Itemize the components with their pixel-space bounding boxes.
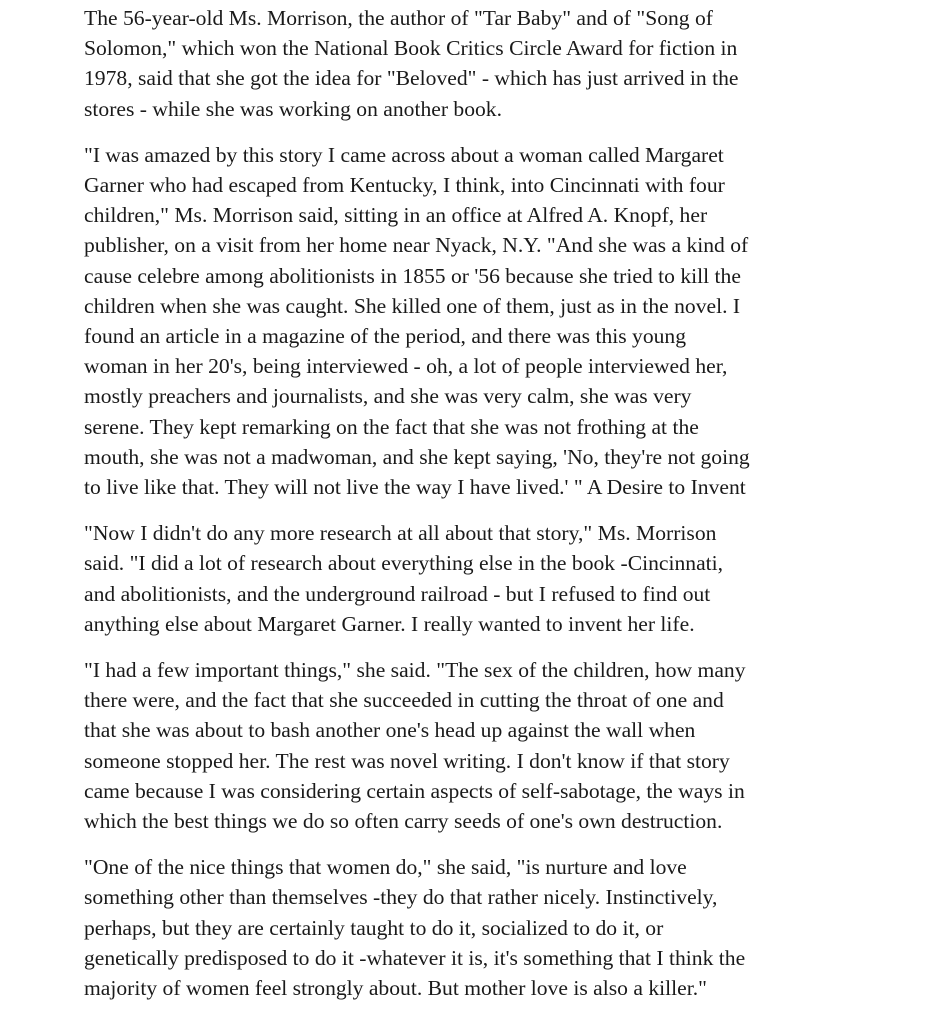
text-line: Garner who had escaped from Kentucky, I think, into Cincinnati with four — [84, 173, 725, 198]
text-line: 1978, said that she got the idea for "Beloved" - which has just arrived in the — [84, 66, 739, 91]
text-line: majority of women feel strongly about. But mother love is also a killer." — [84, 976, 707, 1001]
paragraph-3 — [84, 518, 884, 639]
paragraph-1 — [84, 3, 884, 124]
text-line: serene. They kept remarking on the fact that she was not frothing at the — [84, 414, 699, 439]
text-line: "I had a few important things," she said. "The sex of the children, how many — [84, 658, 746, 683]
text-line: mostly preachers and journalists, and she was very calm, she was very — [84, 384, 692, 409]
text-line: anything else about Margaret Garner. I really wanted to invent her life. — [84, 611, 695, 636]
paragraph-4 — [84, 655, 884, 836]
text-line: there were, and the fact that she succeeded in cutting the throat of one and — [84, 688, 724, 713]
paragraph-2 — [84, 140, 884, 502]
text-line: perhaps, but they are certainly taught to do it, socialized to do it, or — [84, 915, 664, 940]
text-line: something other than themselves -they do that rather nicely. Instinctively, — [84, 885, 718, 910]
text-line: Solomon," which won the National Book Critics Circle Award for fiction in — [84, 36, 738, 61]
text-line: found an article in a magazine of the period, and there was this young — [84, 324, 687, 349]
text-line: that she was about to bash another one's head up against the wall when — [84, 718, 696, 743]
text-line: came because I was considering certain aspects of self-sabotage, the ways in — [84, 778, 745, 803]
text-line: "One of the nice things that women do," she said, "is nurture and love — [84, 855, 687, 880]
text-line: cause celebre among abolitionists in 1855 or '56 because she tried to kill the — [84, 263, 741, 288]
text-line: mouth, she was not a madwoman, and she kept saying, 'No, they're not going — [84, 444, 750, 469]
text-line: children when she was caught. She killed one of them, just as in the novel. I — [84, 293, 741, 318]
text-line: and abolitionists, and the underground railroad - but I refused to find out — [84, 581, 711, 606]
paragraph-5 — [84, 852, 884, 1003]
text-line: The 56-year-old Ms. Morrison, the author of "Tar Baby" and of "Song of — [84, 6, 713, 30]
text-line: said. "I did a lot of research about everything else in the book -Cincinnati, — [84, 551, 724, 576]
text-line: "I was amazed by this story I came across about a woman called Margaret — [84, 142, 724, 167]
text-line: which the best things we do so often carry seeds of one's own destruction. — [84, 809, 723, 834]
text-line: someone stopped her. The rest was novel writing. I don't know if that story — [84, 748, 730, 773]
text-line: to live like that. They will not live the way I have lived.' " A Desire to Invent — [84, 475, 746, 500]
article-body — [84, 3, 884, 1019]
text-line: publisher, on a visit from her home near Nyack, N.Y. "And she was a kind of — [84, 233, 749, 258]
text-line: genetically predisposed to do it -whatever it is, it's something that I think the — [84, 945, 746, 970]
text-line: children," Ms. Morrison said, sitting in an office at Alfred A. Knopf, her — [84, 203, 708, 228]
text-line: stores - while she was working on another book. — [84, 96, 502, 121]
text-line: woman in her 20's, being interviewed - oh, a lot of people interviewed her, — [84, 354, 728, 379]
text-line: "Now I didn't do any more research at all about that story," Ms. Morrison — [84, 521, 717, 546]
